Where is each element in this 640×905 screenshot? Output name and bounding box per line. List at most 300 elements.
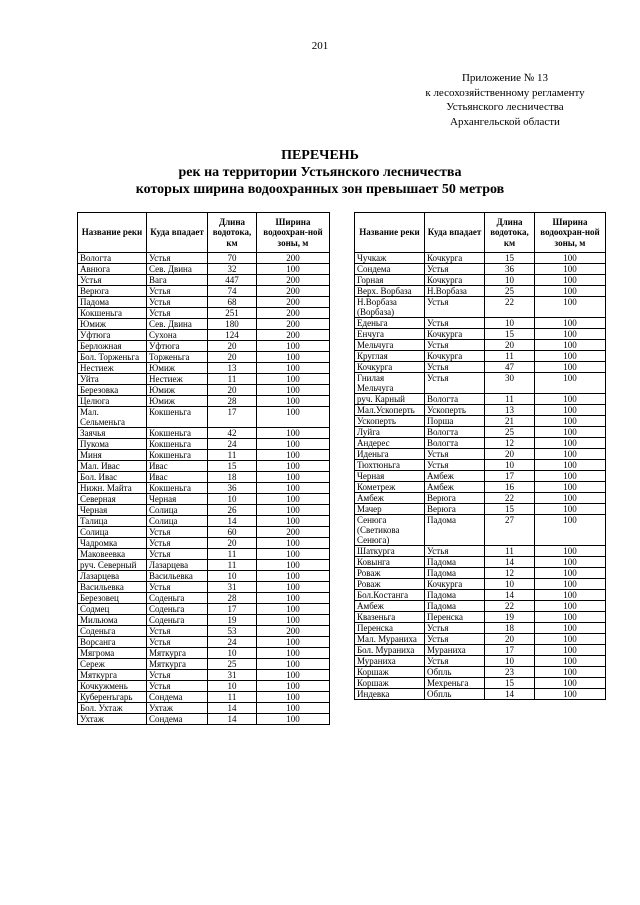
cell-width: 100	[535, 329, 606, 340]
cell-river-name: Верюга	[78, 286, 147, 297]
cell-river-name: Роваж	[355, 568, 425, 579]
cell-mouth: Устья	[147, 681, 208, 692]
cell-mouth: Устья	[425, 656, 485, 667]
cell-mouth: Падома	[425, 568, 485, 579]
cell-mouth: Соденьга	[147, 615, 208, 626]
cell-width: 100	[257, 472, 330, 483]
cell-width: 100	[535, 275, 606, 286]
table-row	[78, 428, 330, 439]
cell-length: 25	[485, 286, 535, 297]
cell-river-name: Миня	[78, 450, 147, 461]
table-row	[355, 373, 606, 394]
table-row	[78, 363, 330, 374]
cell-mouth: Амбеж	[425, 471, 485, 482]
cell-length: 10	[208, 494, 257, 505]
table-row	[355, 504, 606, 515]
header-length: Длина водотока, км	[485, 213, 535, 253]
cell-length: 18	[208, 472, 257, 483]
cell-length: 20	[208, 385, 257, 396]
cell-width: 100	[257, 692, 330, 703]
cell-river-name: Кочкурга	[355, 362, 425, 373]
cell-width: 100	[535, 689, 606, 700]
table-row	[78, 505, 330, 516]
header-width: Ширина водоохран-ной зоны, м	[535, 213, 606, 253]
table-row	[355, 340, 606, 351]
cell-width: 100	[257, 604, 330, 615]
cell-length: 447	[208, 275, 257, 286]
table-row	[78, 494, 330, 505]
cell-river-name: Бол.Костанга	[355, 590, 425, 601]
cell-width: 100	[535, 427, 606, 438]
cell-width: 100	[535, 493, 606, 504]
cell-river-name: Гнилая Мельчуга	[355, 373, 425, 394]
cell-mouth: Кокшеньга	[147, 439, 208, 450]
cell-width: 100	[535, 678, 606, 689]
cell-length: 21	[485, 416, 535, 427]
cell-length: 22	[485, 493, 535, 504]
cell-mouth: Вага	[147, 275, 208, 286]
cell-mouth: Ивас	[147, 472, 208, 483]
cell-river-name: Бол. Ухтаж	[78, 703, 147, 714]
cell-river-name: Авнюга	[78, 264, 147, 275]
cell-width: 100	[257, 396, 330, 407]
cell-river-name: Мяткурга	[78, 670, 147, 681]
appendix-line: Устьянского лесничества	[446, 101, 564, 113]
cell-river-name: Целюга	[78, 396, 147, 407]
table-row	[78, 275, 330, 286]
cell-length: 17	[485, 471, 535, 482]
table-row	[355, 416, 606, 427]
cell-mouth: Устья	[147, 538, 208, 549]
table-row	[78, 549, 330, 560]
cell-river-name: Ворсанга	[78, 637, 147, 648]
table-body-right	[355, 253, 606, 700]
cell-length: 15	[485, 329, 535, 340]
cell-width: 100	[535, 568, 606, 579]
table-row	[78, 374, 330, 385]
cell-river-name: Кометреж	[355, 482, 425, 493]
cell-width: 100	[535, 590, 606, 601]
cell-river-name: Солица	[78, 527, 147, 538]
cell-width: 200	[257, 527, 330, 538]
cell-length: 14	[485, 590, 535, 601]
cell-river-name: Шаткурга	[355, 546, 425, 557]
cell-river-name: Бол. Мураниха	[355, 645, 425, 656]
cell-width: 100	[535, 286, 606, 297]
cell-mouth: Устья	[147, 527, 208, 538]
cell-length: 24	[208, 637, 257, 648]
cell-mouth: Кочкурга	[425, 253, 485, 264]
cell-width: 100	[535, 623, 606, 634]
cell-river-name: Кокшеньга	[78, 308, 147, 319]
cell-length: 31	[208, 582, 257, 593]
rivers-table-left	[77, 212, 330, 725]
cell-width: 200	[257, 286, 330, 297]
cell-mouth: Н.Ворбаза	[425, 286, 485, 297]
cell-river-name: Содмец	[78, 604, 147, 615]
cell-mouth: Вологта	[425, 427, 485, 438]
cell-width: 100	[535, 634, 606, 645]
cell-mouth: Вологта	[425, 394, 485, 405]
table-row	[78, 396, 330, 407]
table-row	[355, 286, 606, 297]
table-row	[355, 438, 606, 449]
cell-length: 251	[208, 308, 257, 319]
table-row	[78, 593, 330, 604]
cell-river-name: Нижн. Майта	[78, 483, 147, 494]
cell-river-name: Мал. Ивас	[78, 461, 147, 472]
cell-width: 100	[257, 352, 330, 363]
cell-length: 53	[208, 626, 257, 637]
cell-mouth: Устья	[425, 264, 485, 275]
cell-river-name: Нестиеж	[78, 363, 147, 374]
cell-length: 10	[208, 681, 257, 692]
table-row	[78, 319, 330, 330]
cell-width: 100	[535, 297, 606, 318]
table-row	[78, 308, 330, 319]
table-row	[78, 407, 330, 428]
cell-width: 100	[535, 557, 606, 568]
cell-mouth: Черная	[147, 494, 208, 505]
table-row	[78, 439, 330, 450]
table-row	[78, 692, 330, 703]
cell-mouth: Устья	[147, 549, 208, 560]
cell-river-name: Еденьга	[355, 318, 425, 329]
cell-mouth: Сондема	[147, 714, 208, 725]
cell-river-name: Берложная	[78, 341, 147, 352]
table-row	[78, 648, 330, 659]
table-row	[355, 449, 606, 460]
cell-river-name: Мал. Сельменьга	[78, 407, 147, 428]
table-row	[78, 582, 330, 593]
cell-river-name: Индевка	[355, 689, 425, 700]
header-width: Ширина водоохран-ной зоны, м	[257, 213, 330, 253]
cell-river-name: Черная	[78, 505, 147, 516]
cell-length: 124	[208, 330, 257, 341]
cell-mouth: Солица	[147, 505, 208, 516]
table-row	[78, 538, 330, 549]
cell-mouth: Устья	[425, 460, 485, 471]
cell-river-name: Чадромка	[78, 538, 147, 549]
cell-width: 100	[257, 516, 330, 527]
cell-length: 30	[485, 373, 535, 394]
header-length: Длина водотока, км	[208, 213, 257, 253]
table-row	[78, 604, 330, 615]
cell-width: 100	[257, 341, 330, 352]
cell-width: 100	[535, 438, 606, 449]
table-row	[78, 253, 330, 264]
cell-width: 100	[257, 461, 330, 472]
cell-river-name: Кочкужмень	[78, 681, 147, 692]
cell-river-name: Иденьга	[355, 449, 425, 460]
cell-river-name: Уйта	[78, 374, 147, 385]
table-row	[355, 394, 606, 405]
table-row	[355, 351, 606, 362]
cell-river-name: Куберенъгарь	[78, 692, 147, 703]
cell-river-name: Пукома	[78, 439, 147, 450]
cell-width: 100	[257, 505, 330, 516]
table-row	[355, 623, 606, 634]
cell-river-name: Березовец	[78, 593, 147, 604]
cell-width: 100	[535, 340, 606, 351]
cell-mouth: Устья	[147, 253, 208, 264]
cell-length: 25	[485, 427, 535, 438]
cell-width: 100	[257, 439, 330, 450]
cell-mouth: Сев. Двина	[147, 264, 208, 275]
cell-river-name: Падома	[78, 297, 147, 308]
cell-mouth: Верюга	[425, 493, 485, 504]
cell-width: 200	[257, 319, 330, 330]
cell-river-name: Мельчуга	[355, 340, 425, 351]
cell-mouth: Верюга	[425, 504, 485, 515]
cell-mouth: Устья	[147, 670, 208, 681]
cell-length: 16	[485, 482, 535, 493]
cell-width: 100	[535, 460, 606, 471]
table-row	[78, 330, 330, 341]
cell-river-name: Луйга	[355, 427, 425, 438]
cell-mouth: Обпль	[425, 667, 485, 678]
cell-river-name: Мал.Ускоперть	[355, 405, 425, 416]
cell-length: 20	[208, 352, 257, 363]
table-row	[355, 645, 606, 656]
table-row	[355, 678, 606, 689]
cell-width: 100	[257, 549, 330, 560]
cell-mouth: Падома	[425, 515, 485, 546]
table-header-row	[355, 213, 606, 253]
cell-width: 100	[535, 471, 606, 482]
cell-length: 14	[208, 516, 257, 527]
cell-length: 10	[208, 571, 257, 582]
cell-length: 42	[208, 428, 257, 439]
table-row	[78, 483, 330, 494]
cell-width: 100	[535, 601, 606, 612]
cell-river-name: Уфтюга	[78, 330, 147, 341]
cell-mouth: Кочкурга	[425, 579, 485, 590]
cell-width: 100	[535, 394, 606, 405]
cell-mouth: Кочкурга	[425, 351, 485, 362]
cell-width: 100	[535, 667, 606, 678]
cell-mouth: Устья	[425, 546, 485, 557]
table-row	[355, 612, 606, 623]
page-number: 201	[311, 40, 329, 52]
cell-river-name: Верх. Ворбаза	[355, 286, 425, 297]
cell-width: 100	[257, 450, 330, 461]
cell-length: 27	[485, 515, 535, 546]
cell-river-name: Сенюга (Светикова Сенюга)	[355, 515, 425, 546]
cell-width: 100	[257, 538, 330, 549]
table-row	[78, 615, 330, 626]
cell-mouth: Ивас	[147, 461, 208, 472]
cell-width: 100	[257, 571, 330, 582]
cell-mouth: Вологта	[425, 438, 485, 449]
cell-width: 100	[257, 681, 330, 692]
cell-mouth: Кочкурга	[425, 329, 485, 340]
cell-width: 200	[257, 308, 330, 319]
cell-width: 100	[257, 582, 330, 593]
cell-length: 20	[485, 634, 535, 645]
cell-length: 14	[485, 689, 535, 700]
cell-mouth: Падома	[425, 601, 485, 612]
cell-river-name: Устья	[78, 275, 147, 286]
table-row	[78, 626, 330, 637]
cell-mouth: Амбеж	[425, 482, 485, 493]
table-row	[355, 515, 606, 546]
cell-mouth: Обпль	[425, 689, 485, 700]
appendix-line: Приложение № 13	[461, 72, 549, 84]
document-title	[0, 147, 640, 198]
cell-river-name: Маковеевка	[78, 549, 147, 560]
cell-river-name: Мягрома	[78, 648, 147, 659]
table-row	[78, 472, 330, 483]
cell-length: 70	[208, 253, 257, 264]
cell-mouth: Устья	[425, 318, 485, 329]
cell-width: 100	[535, 656, 606, 667]
cell-length: 47	[485, 362, 535, 373]
cell-mouth: Соденьга	[147, 604, 208, 615]
cell-length: 20	[208, 341, 257, 352]
cell-mouth: Устья	[425, 373, 485, 394]
cell-width: 100	[257, 714, 330, 725]
cell-river-name: Енчуга	[355, 329, 425, 340]
table-row	[355, 329, 606, 340]
cell-river-name: руч. Северный	[78, 560, 147, 571]
cell-river-name: Ускоперть	[355, 416, 425, 427]
cell-length: 17	[485, 645, 535, 656]
cell-length: 15	[485, 253, 535, 264]
cell-length: 68	[208, 297, 257, 308]
cell-length: 10	[485, 275, 535, 286]
cell-length: 11	[208, 692, 257, 703]
cell-mouth: Устья	[425, 297, 485, 318]
cell-mouth: Устья	[147, 626, 208, 637]
cell-length: 15	[208, 461, 257, 472]
cell-length: 32	[208, 264, 257, 275]
cell-mouth: Падома	[425, 557, 485, 568]
cell-width: 100	[257, 385, 330, 396]
cell-river-name: Тюхтюньга	[355, 460, 425, 471]
table-row	[355, 656, 606, 667]
cell-river-name: Сереж	[78, 659, 147, 670]
table-row	[78, 670, 330, 681]
cell-mouth: Устья	[147, 297, 208, 308]
cell-river-name: Андерес	[355, 438, 425, 449]
cell-width: 100	[535, 351, 606, 362]
cell-length: 11	[208, 560, 257, 571]
header-name: Название реки	[355, 213, 425, 253]
cell-mouth: Солица	[147, 516, 208, 527]
table-row	[78, 714, 330, 725]
cell-length: 14	[485, 557, 535, 568]
table-row	[355, 264, 606, 275]
cell-length: 19	[208, 615, 257, 626]
table-row	[78, 450, 330, 461]
cell-mouth: Сондема	[147, 692, 208, 703]
table-row	[355, 427, 606, 438]
table-row	[355, 318, 606, 329]
cell-length: 10	[485, 460, 535, 471]
cell-width: 100	[535, 482, 606, 493]
table-row	[78, 341, 330, 352]
table-row	[78, 681, 330, 692]
cell-mouth: Мяткурга	[147, 648, 208, 659]
cell-width: 100	[257, 264, 330, 275]
rivers-table-right	[354, 212, 606, 700]
table-row	[355, 568, 606, 579]
table-row	[78, 352, 330, 363]
cell-length: 11	[485, 546, 535, 557]
cell-length: 18	[485, 623, 535, 634]
cell-length: 11	[485, 351, 535, 362]
cell-width: 100	[257, 703, 330, 714]
table-row	[78, 571, 330, 582]
table-row	[78, 527, 330, 538]
cell-mouth: Юмиж	[147, 363, 208, 374]
table-row	[78, 560, 330, 571]
cell-width: 100	[535, 579, 606, 590]
table-row	[355, 297, 606, 318]
cell-length: 17	[208, 407, 257, 428]
cell-mouth: Устья	[147, 637, 208, 648]
cell-length: 19	[485, 612, 535, 623]
cell-mouth: Ускоперть	[425, 405, 485, 416]
cell-mouth: Кокшеньга	[147, 450, 208, 461]
cell-length: 15	[485, 678, 535, 689]
cell-length: 31	[208, 670, 257, 681]
cell-mouth: Падома	[425, 590, 485, 601]
cell-length: 10	[485, 579, 535, 590]
cell-width: 100	[535, 253, 606, 264]
header-mouth: Куда впадает	[425, 213, 485, 253]
cell-length: 20	[485, 340, 535, 351]
title-line: ПЕРЕЧЕНЬ	[281, 148, 359, 163]
table-row	[355, 689, 606, 700]
appendix-note	[390, 71, 620, 129]
cell-length: 17	[208, 604, 257, 615]
cell-width: 100	[535, 612, 606, 623]
cell-length: 12	[485, 438, 535, 449]
cell-river-name: Березовка	[78, 385, 147, 396]
cell-river-name: Вологта	[78, 253, 147, 264]
cell-river-name: Амбеж	[355, 493, 425, 504]
cell-length: 11	[208, 374, 257, 385]
cell-mouth: Мяткурга	[147, 659, 208, 670]
table-row	[355, 253, 606, 264]
cell-length: 180	[208, 319, 257, 330]
cell-river-name: Сондема	[355, 264, 425, 275]
appendix-line: Архангельской области	[450, 115, 560, 128]
cell-length: 10	[485, 318, 535, 329]
cell-mouth: Мураниха	[425, 645, 485, 656]
cell-river-name: Лазарцева	[78, 571, 147, 582]
cell-mouth: Устья	[147, 286, 208, 297]
table-row	[78, 659, 330, 670]
table-row	[78, 264, 330, 275]
cell-length: 25	[208, 659, 257, 670]
cell-mouth: Нестиеж	[147, 374, 208, 385]
cell-river-name: Роваж	[355, 579, 425, 590]
cell-river-name: руч. Карный	[355, 394, 425, 405]
cell-width: 100	[257, 494, 330, 505]
cell-mouth: Устья	[425, 623, 485, 634]
cell-length: 36	[208, 483, 257, 494]
cell-width: 100	[535, 546, 606, 557]
cell-mouth: Кокшеньга	[147, 483, 208, 494]
cell-river-name: Чучкаж	[355, 253, 425, 264]
cell-width: 100	[535, 318, 606, 329]
table-row	[355, 362, 606, 373]
cell-mouth: Лазарцева	[147, 560, 208, 571]
cell-length: 20	[208, 538, 257, 549]
